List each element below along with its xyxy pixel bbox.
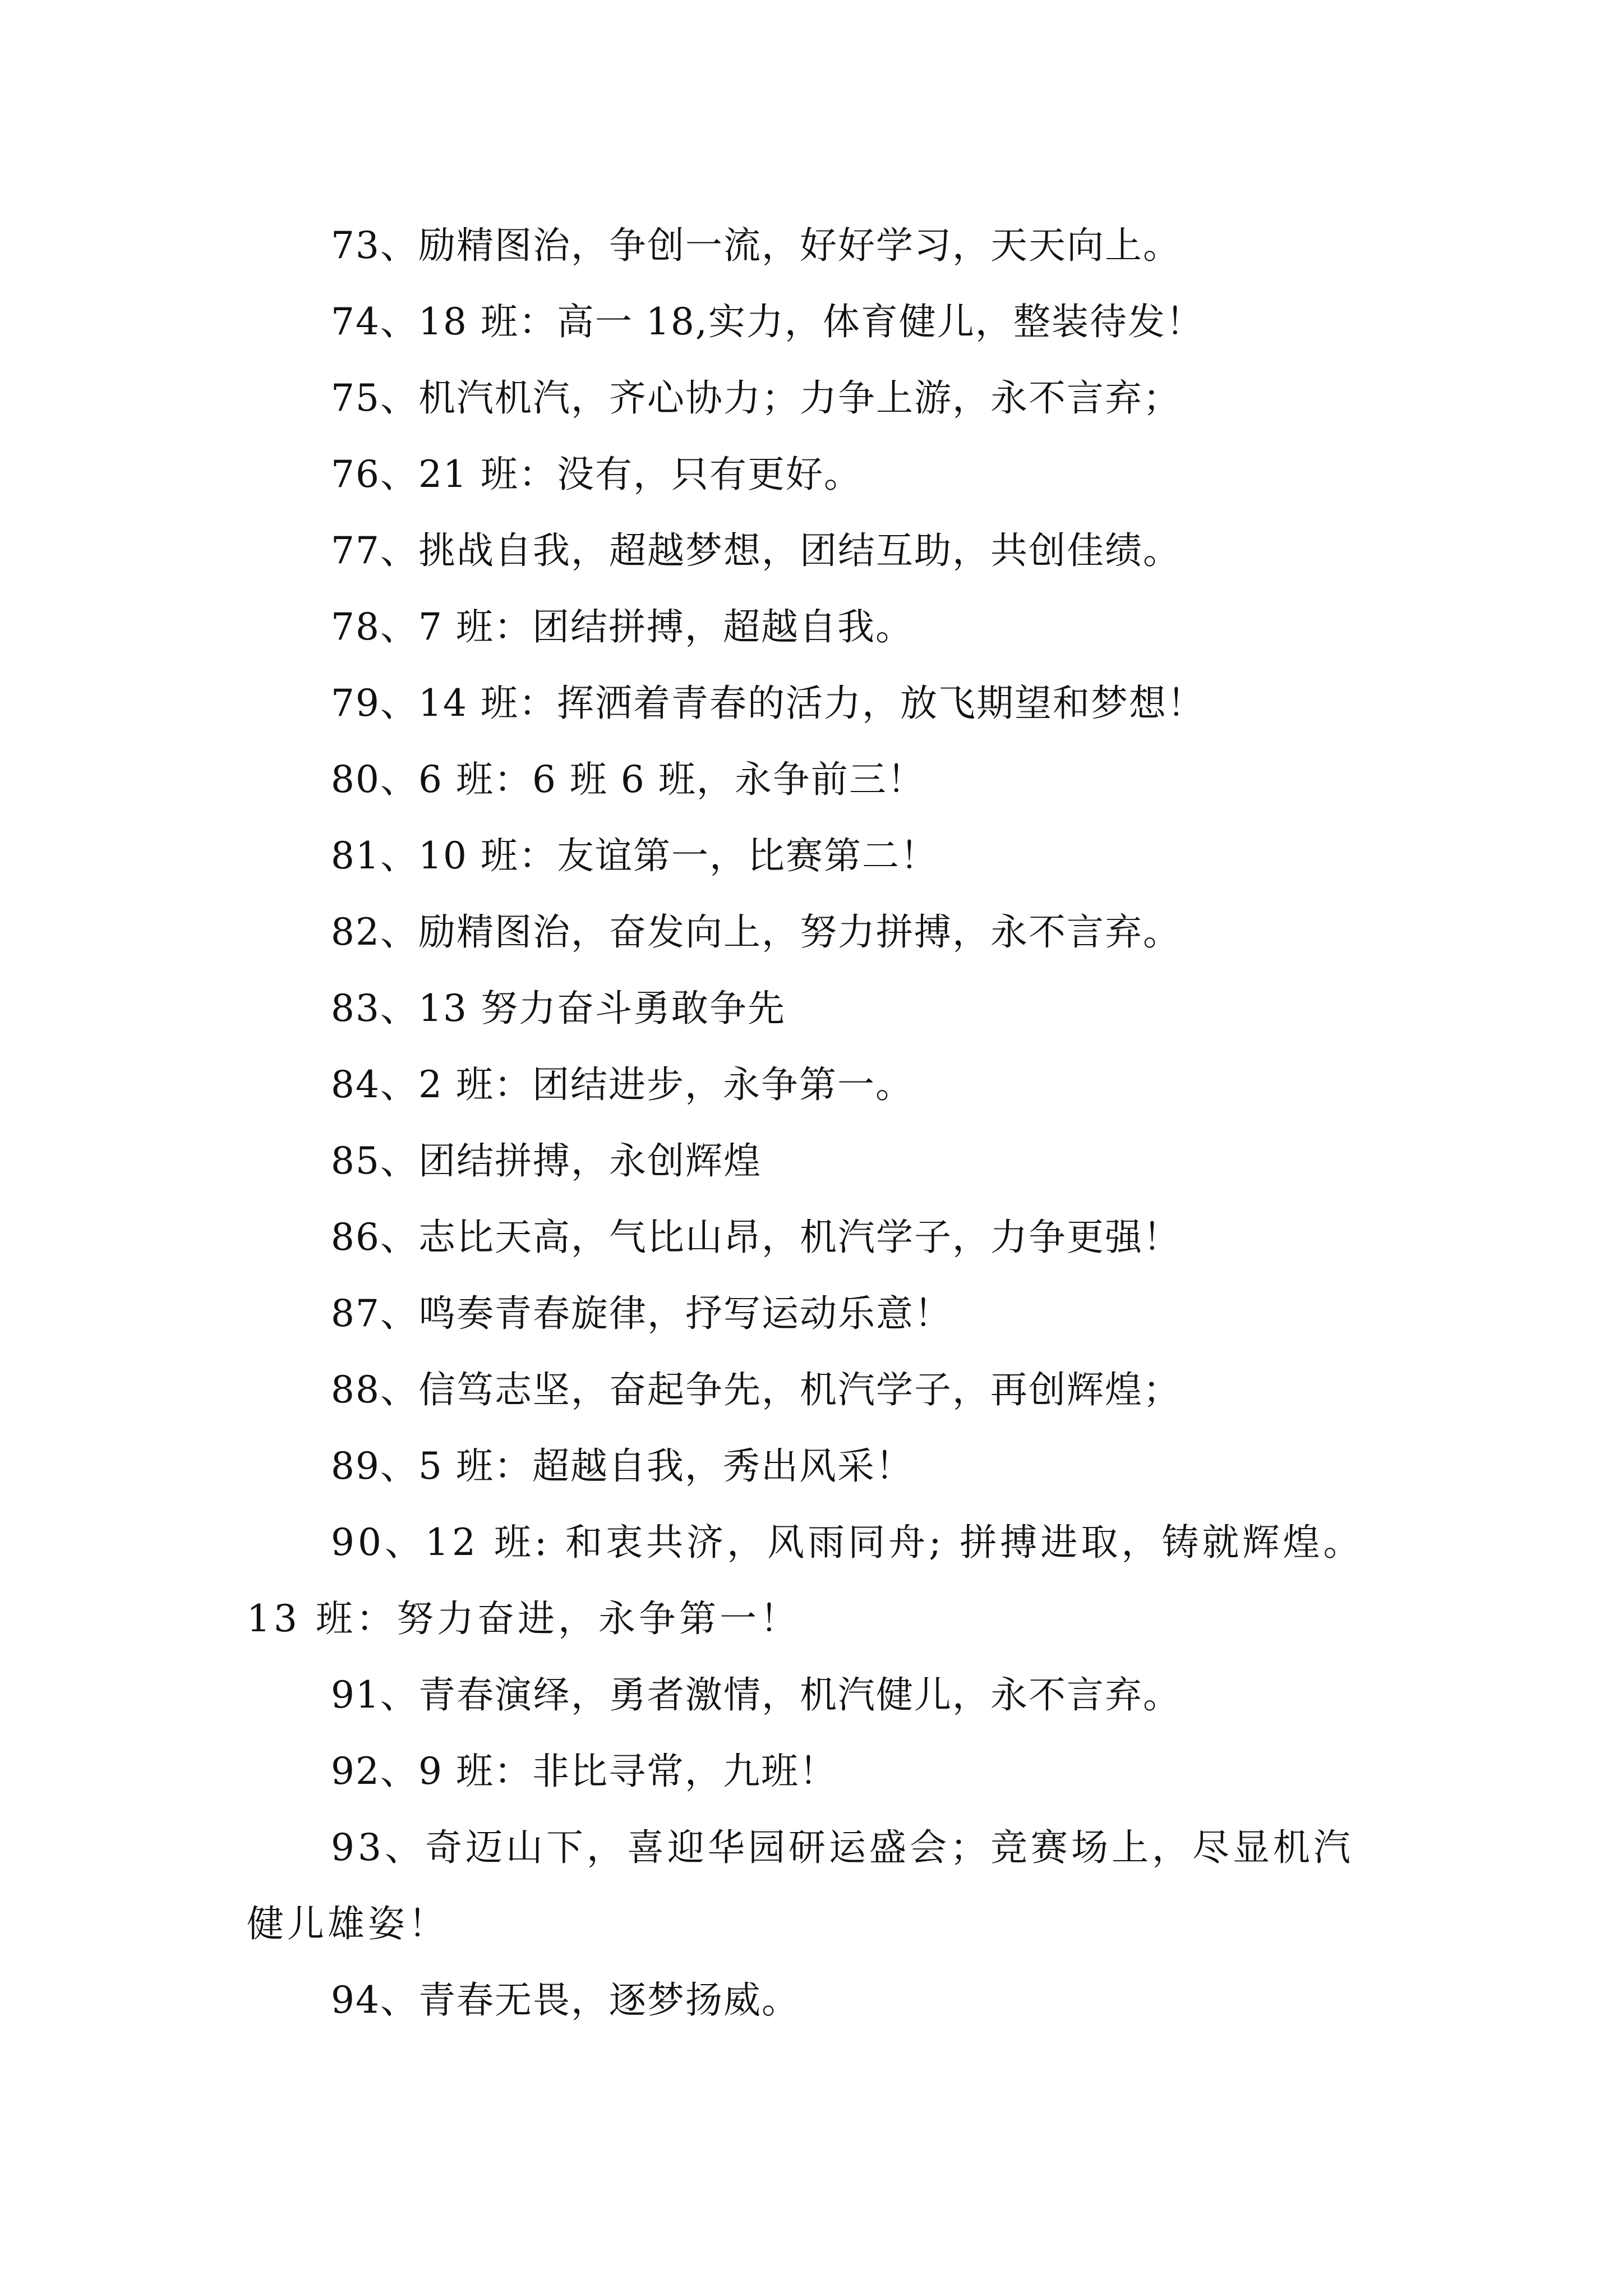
slogan-line-90: 90、12 班: 和衷共济，风雨同舟; 拼搏进取，铸就辉煌。13 班：努力奋进，永争第一！	[247, 1521, 1364, 1640]
slogan-line-73: 73、励精图治，争创一流，好好学习，天天向上。	[331, 224, 1181, 267]
slogan-list	[247, 208, 1391, 2039]
slogan-line-82: 82、励精图治，奋发向上，努力拼搏，永不言弃。	[331, 910, 1181, 954]
slogan-line-84: 84、2 班：团结进步，永争第一。	[331, 1063, 914, 1106]
slogan-line-89: 89、5 班：超越自我，秀出风采！	[331, 1444, 914, 1488]
slogan-line-79: 79、14 班：挥洒着青春的活力，放飞期望和梦想！	[331, 682, 1205, 725]
slogan-line-78: 78、7 班：团结拼搏，超越自我。	[331, 605, 914, 648]
slogan-line-93: 93、奇迈山下，喜迎华园研运盛会；竞赛场上，尽显机汽健儿雄姿！	[247, 1826, 1354, 1945]
slogan-line-86: 86、志比天高，气比山昂，机汽学子，力争更强！	[331, 1216, 1181, 1259]
slogan-line-75: 75、机汽机汽，齐心协力；力争上游，永不言弃；	[331, 376, 1181, 420]
slogan-line-92: 92、9 班：非比寻常，九班！	[331, 1750, 837, 1793]
slogan-line-74: 74、18 班：高一 18,实力，体育健儿，整装待发！	[331, 300, 1204, 343]
slogan-line-81: 81、10 班：友谊第一，比赛第二！	[331, 834, 938, 877]
slogan-line-77: 77、挑战自我，超越梦想，团结互助，共创佳绩。	[331, 529, 1181, 572]
slogan-line-91: 91、青春演绎，勇者激情，机汽健儿，永不言弃。	[331, 1673, 1181, 1717]
slogan-line-88: 88、信笃志坚，奋起争先，机汽学子，再创辉煌；	[331, 1368, 1181, 1411]
slogan-line-76: 76、21 班：没有，只有更好。	[331, 453, 862, 496]
slogan-line-85: 85、团结拼搏，永创辉煌	[331, 1139, 762, 1182]
slogan-line-87: 87、鸣奏青春旋律，抒写运动乐意！	[331, 1292, 952, 1335]
slogan-line-94: 94、青春无畏，逐梦扬威。	[331, 1978, 800, 2022]
slogan-line-80: 80、6 班：6 班 6 班，永争前三！	[331, 758, 925, 801]
slogan-line-83: 83、13 努力奋斗勇敢争先	[331, 987, 786, 1030]
